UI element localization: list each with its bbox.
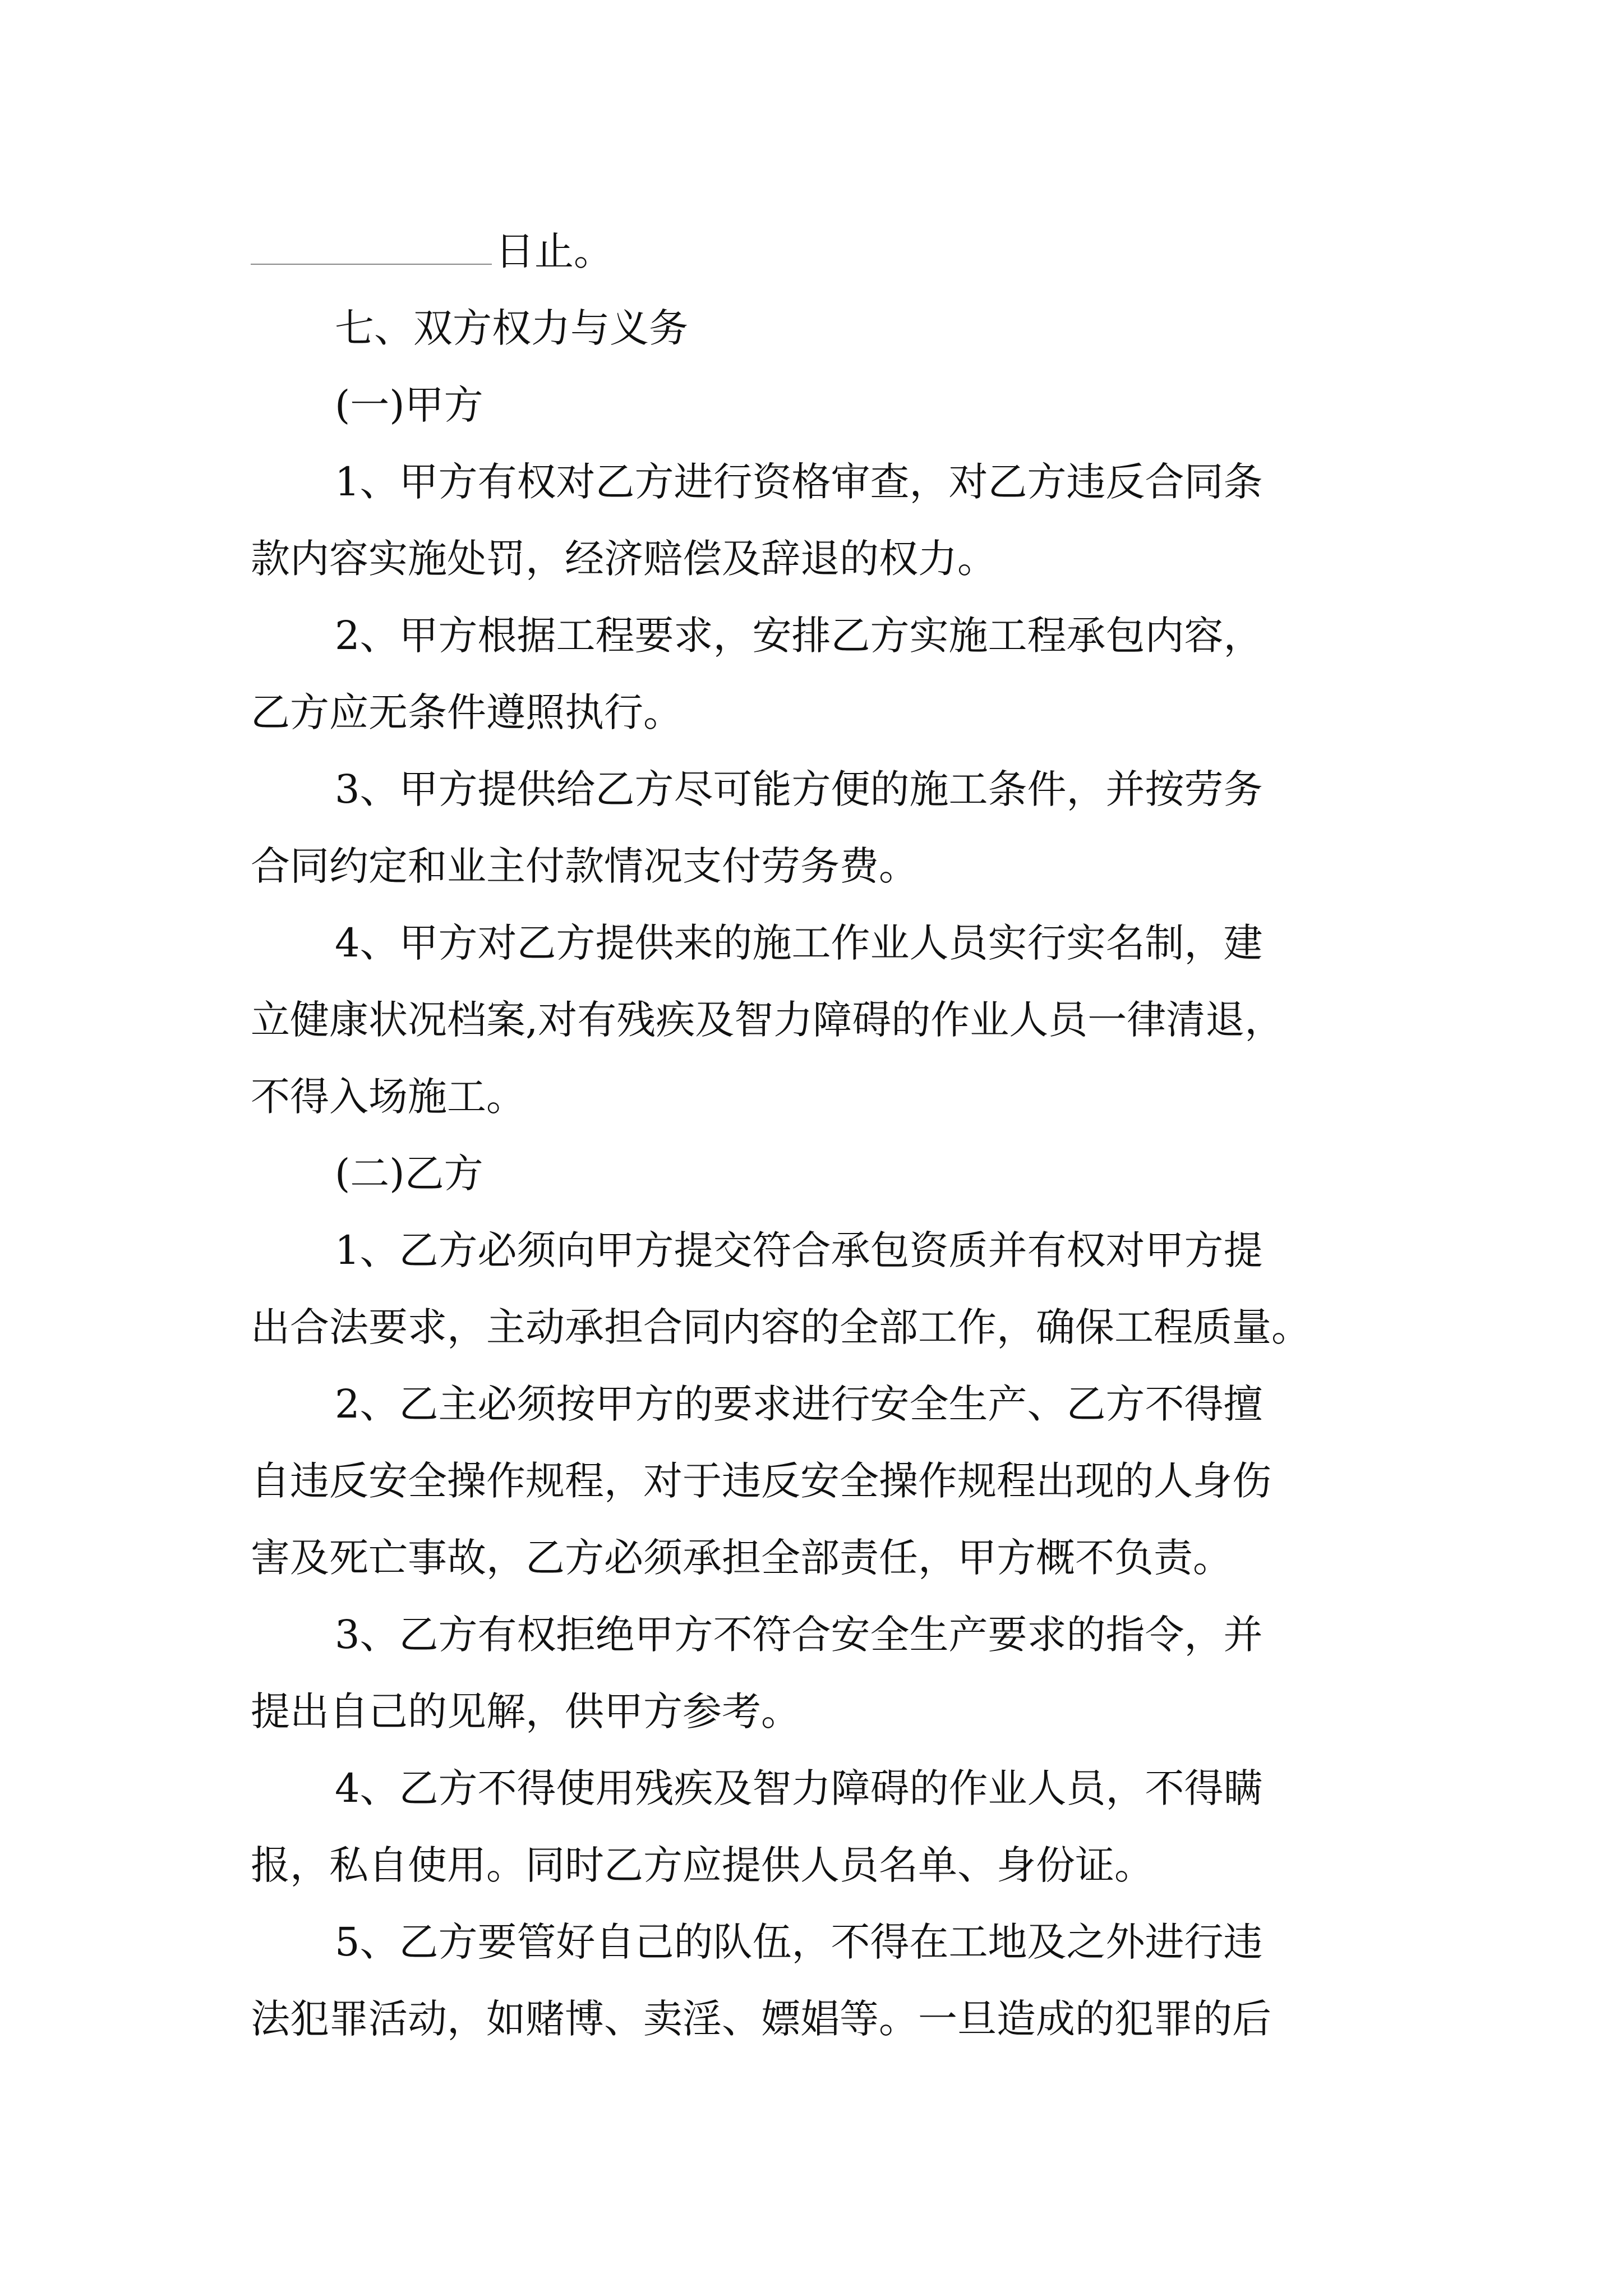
clause-b4-line1: 4、乙方不得使用残疾及智力障碍的作业人员，不得瞒 <box>335 1765 1263 1811</box>
clause-a2-line1: 2、甲方根据工程要求，安排乙方实施工程承包内容， <box>335 613 1263 659</box>
fill-in-blank <box>251 230 492 265</box>
clause-b1-line1: 1、乙方必须向甲方提交符合承包资质并有权对甲方提 <box>335 1227 1263 1273</box>
clause-a2-line2: 乙方应无条件遵照执行。 <box>251 689 683 735</box>
subsection-heading-party-b: (二)乙方 <box>335 1151 483 1197</box>
clause-b1-line2: 出合法要求，主动承担合同内容的全部工作，确保工程质量。 <box>251 1304 1311 1350</box>
clause-a4-line3: 不得入场施工。 <box>251 1074 525 1120</box>
clause-a1-line1: 1、甲方有权对乙方进行资格审查，对乙方违反合同条 <box>335 459 1263 505</box>
clause-a4-line2: 立健康状况档案,对有残疾及智力障碍的作业人员一律清退， <box>251 997 1284 1043</box>
clause-a4-line1: 4、甲方对乙方提供来的施工作业人员实行实名制，建 <box>335 920 1263 966</box>
subsection-heading-party-a: (一)甲方 <box>335 382 483 428</box>
clause-b2-line2: 自违反安全操作规程，对于违反安全操作规程出现的人身伤 <box>251 1458 1271 1504</box>
clause-a3-line1: 3、甲方提供给乙方尽可能方便的施工条件，并按劳务 <box>335 766 1263 812</box>
clause-b2-line1: 2、乙主必须按甲方的要求进行安全生产、乙方不得擅 <box>335 1381 1263 1427</box>
section-heading: 七、双方权力与义务 <box>335 305 688 351</box>
text-line <box>251 213 1384 290</box>
clause-b5-line1: 5、乙方要管好自己的队伍，不得在工地及之外进行违 <box>335 1919 1263 1965</box>
clause-b5-line2: 法犯罪活动，如赌博、卖淫、嫖娼等。一旦造成的犯罪的后 <box>251 1996 1271 2042</box>
document-body <box>251 213 1384 2058</box>
clause-a1-line2: 款内容实施处罚，经济赔偿及辞退的权力。 <box>251 536 997 582</box>
clause-b4-line2: 报，私自使用。同时乙方应提供人员名单、身份证。 <box>251 1842 1154 1888</box>
clause-b2-line3: 害及死亡事故，乙方必须承担全部责任，甲方概不负责。 <box>251 1535 1232 1581</box>
clause-a3-line2: 合同约定和业主付款情况支付劳务费。 <box>251 843 918 889</box>
clause-b3-line2: 提出自己的见解，供甲方参考。 <box>251 1688 800 1734</box>
clause-b3-line1: 3、乙方有权拒绝甲方不符合安全生产要求的指令，并 <box>335 1612 1263 1658</box>
line-text: 日止。 <box>495 228 613 274</box>
